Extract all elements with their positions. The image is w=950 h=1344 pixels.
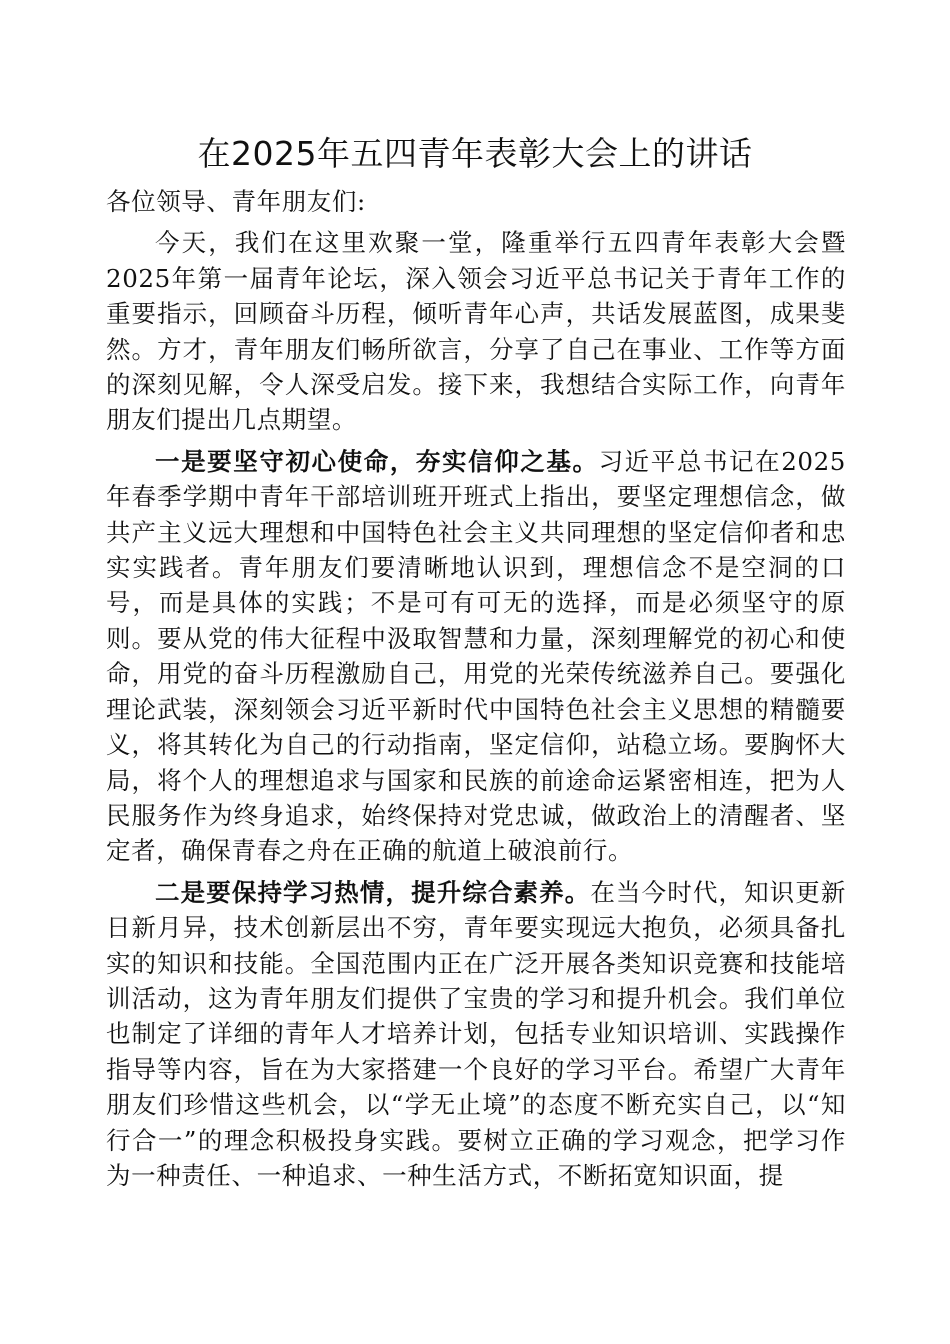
paragraph-text: 在当今时代，知识更新日新月异，技术创新层出不穷，青年要实现远大抱负，必须具备扎实的知识和技能。全国范围内正在广泛开展各类知识竞赛和技能培训活动，这为青年朋友们提供了宝贵的学习和提升机会。我们单位也制定了详细的青年人才培养计划，包括专业知识培训、实践操作指导等内容，旨在为大家搭建一个良好的学习平台。希望广大青年朋友们珍惜这些机会，以“学无止境”的态度不断充实自己，以“知行合一”的理念积极投身实践。要树立正确的学习观念，把学习作为一种责任、一种追求、一种生活方式，不断拓宽知识面，提 — [106, 877, 847, 1190]
paragraph-lead: 二是要保持学习热情，提升综合素养。 — [155, 877, 591, 907]
salutation: 各位领导、青年朋友们: — [106, 187, 366, 216]
paragraph-text: 今天，我们在这里欢聚一堂，隆重举行五四青年表彰大会暨2025年第一届青年论坛，深入领会习近平总书记关于青年工作的重要指示，回顾奋斗历程，倾听青年心声，共话发展蓝图，成果斐然。方才，青年朋友们畅所欲言，分享了自己在事业、工作等方面的深刻见解，令人深受启发。接下来，我想结合实际工作，向青年朋友们提出几点期望。 — [106, 228, 846, 435]
paragraph-point-one — [106, 444, 846, 869]
paragraph-text: 习近平总书记在2025年春季学期中青年干部培训班开班式上指出，要坚定理想信念，做共产主义远大理想和中国特色社会主义共同理想的坚定信仰者和忠实实践者。青年朋友们要清晰地认识到，理想信念不是空洞的口号，而是具体的实践；不是可有可无的选择，而是必须坚守的原则。要从党的伟大征程中汲取智慧和力量，深刻理解党的初心和使命，用党的奋斗历程激励自己，用党的光荣传统滋养自己。要强化理论武装，深刻领会习近平新时代中国特色社会主义思想的精髓要义，将其转化为自己的行动指南，坚定信仰，站稳立场。要胸怀大局，将个人的理想追求与国家和民族的前途命运紧密相连，把为人民服务作为终身追求，始终保持对党忠诚，做政治上的清醒者、坚定者，确保青春之舟在正确的航道上破浪前行。 — [106, 446, 846, 866]
document-body — [106, 184, 846, 1193]
document-title: 在2025年五四青年表彰大会上的讲话 — [197, 134, 753, 173]
paragraph-lead: 一是要坚守初心使命，夯实信仰之基。 — [155, 446, 599, 476]
paragraph-intro — [106, 225, 846, 437]
paragraph-point-two — [106, 875, 846, 1194]
